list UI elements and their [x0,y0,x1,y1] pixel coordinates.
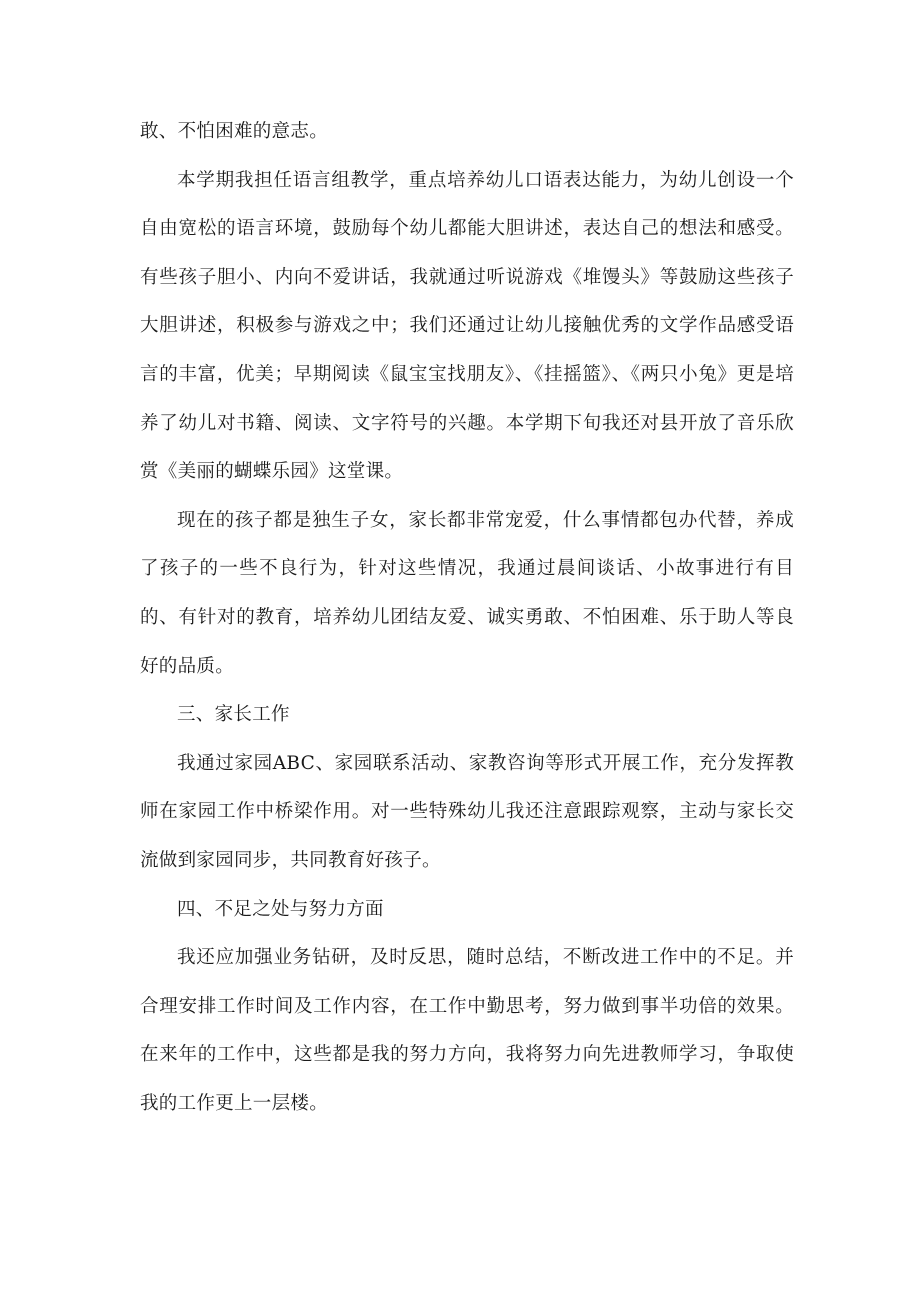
paragraph-improvement: 我还应加强业务钻研，及时反思，随时总结，不断改进工作中的不足。并合理安排工作时间及工作内容，在工作中勤思考，努力做到事半功倍的效果。在来年的工作中，这些都是我的努力方向，我将努力向先进教师学习，争取使我的工作更上一层楼。 [140,947,794,1114]
paragraph-continuation: 敢、不怕困难的意志。 [140,121,329,142]
section-heading-parent-work: 三、家长工作 [177,704,290,726]
paragraph-parent-work: 我通过家园ABC、家园联系活动、家教咨询等形式开展工作，充分发挥教师在家园工作中桥梁作用。对一些特殊幼儿我还注意跟踪观察，主动与家长交流做到家园同步，共同教育好孩子。 [140,752,794,871]
document-body [140,108,794,1128]
paragraph-moral-education: 现在的孩子都是独生子女，家长都非常宠爱，什么事情都包办代替，养成了孩子的一些不良行为，针对这些情况，我通过晨间谈话、小故事进行有目的、有针对的教育，培养幼儿团结友爱、诚实勇敢、不怕困难、乐于助人等良好的品质。 [140,509,794,677]
section-heading-shortcomings: 四、不足之处与努力方面 [177,898,384,920]
paragraph-language-teaching: 本学期我担任语言组教学，重点培养幼儿口语表达能力，为幼儿创设一个自由宽松的语言环境，鼓励每个幼儿都能大胆讲述，表达自己的想法和感受。有些孩子胆小、内向不爱讲话，我就通过听说游戏《堆馒头》等鼓励这些孩子大胆讲述，积极参与游戏之中；我们还通过让幼儿接触优秀的文学作品感受语言的丰富，优美；早期阅读《鼠宝宝找朋友》、《挂摇篮》、《两只小兔》更是培养了幼儿对书籍、阅读、文字符号的兴趣。本学期下旬我还对县开放了音乐欣赏《美丽的蝴蝶乐园》这堂课。 [140,169,794,483]
